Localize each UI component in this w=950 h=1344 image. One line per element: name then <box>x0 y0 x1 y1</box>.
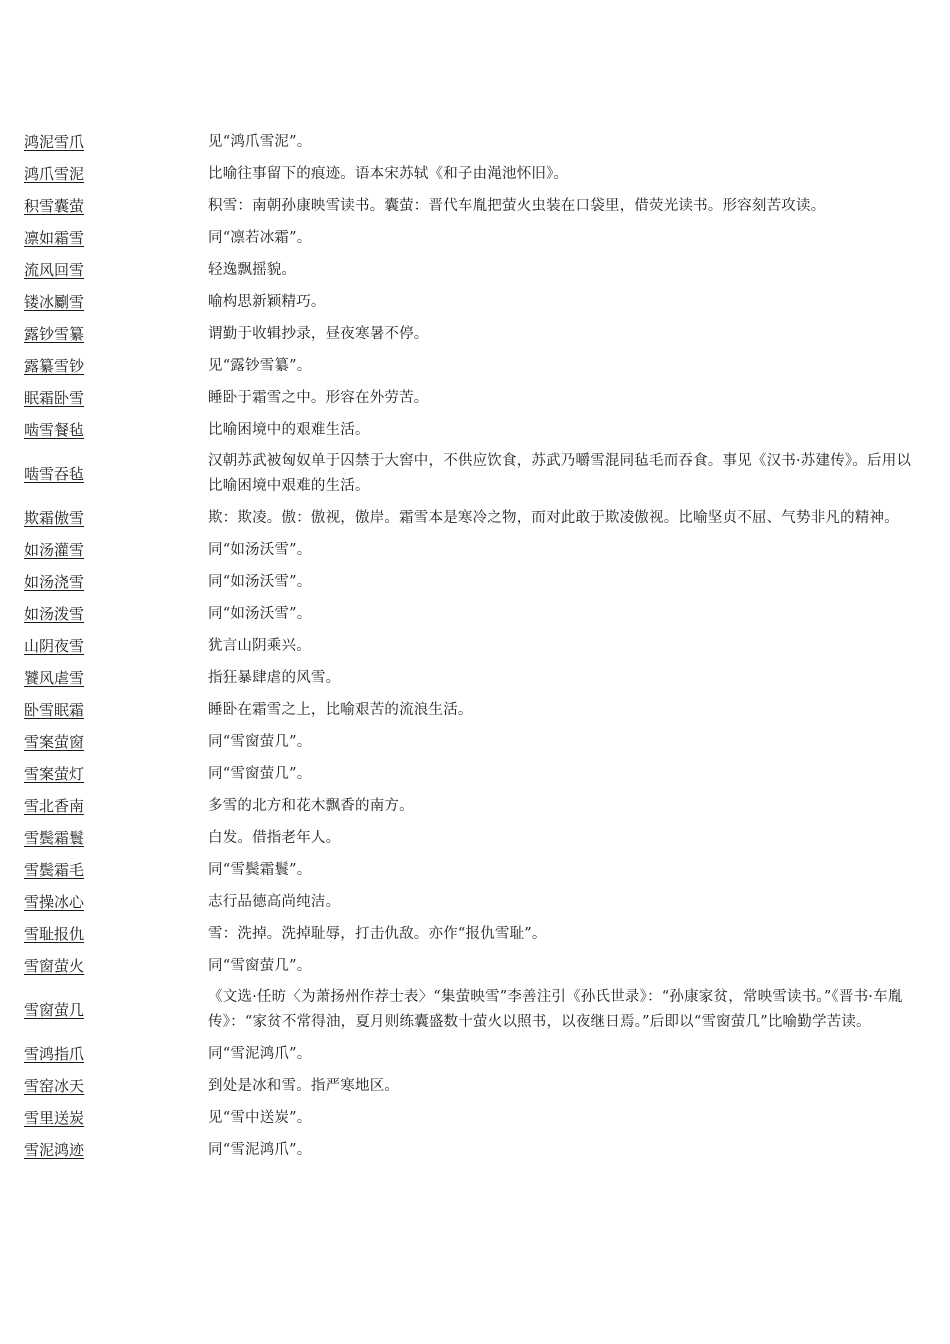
idiom-definition: 同“雪泥鸿爪”。 <box>208 1141 312 1158</box>
idiom-term-link[interactable]: 雪鬓霜鬟 <box>24 829 85 847</box>
idiom-term-link[interactable]: 流风回雪 <box>24 261 85 279</box>
idiom-term-link[interactable]: 露钞雪纂 <box>24 325 85 343</box>
idiom-definition: 睡卧在霜雪之上，比喻艰苦的流浪生活。 <box>208 701 473 718</box>
idiom-term-link[interactable]: 雪操冰心 <box>24 893 85 911</box>
idiom-term-link[interactable]: 雪窗萤几 <box>24 1001 85 1019</box>
idiom-term-link[interactable]: 鸿泥雪爪 <box>24 133 85 151</box>
idiom-entry <box>24 158 916 190</box>
idiom-term-link[interactable]: 雪鸿指爪 <box>24 1045 85 1063</box>
idiom-entry <box>24 790 916 822</box>
idiom-entry <box>24 822 916 854</box>
idiom-term-link[interactable]: 雪泥鸿迹 <box>24 1141 85 1159</box>
idiom-term-link[interactable]: 如汤浇雪 <box>24 573 85 591</box>
idiom-entry <box>24 758 916 790</box>
idiom-definition: 谓勤于收辑抄录，昼夜寒暑不停。 <box>208 325 429 342</box>
idiom-term-link[interactable]: 雪北香南 <box>24 797 85 815</box>
idiom-entry <box>24 318 916 350</box>
idiom-list <box>24 126 916 1166</box>
idiom-entry <box>24 1038 916 1070</box>
idiom-term-link[interactable]: 如汤泼雪 <box>24 605 85 623</box>
idiom-entry <box>24 598 916 630</box>
idiom-term-link[interactable]: 凛如霜雪 <box>24 229 85 247</box>
idiom-entry <box>24 190 916 222</box>
idiom-definition: 同“如汤沃雪”。 <box>208 541 312 558</box>
idiom-definition: 轻逸飘摇貌。 <box>208 261 297 278</box>
idiom-entry <box>24 254 916 286</box>
idiom-definition: 同“雪窗萤几”。 <box>208 765 312 782</box>
idiom-definition: 到处是冰和雪。指严寒地区。 <box>208 1077 400 1094</box>
idiom-term-link[interactable]: 雪耻报仇 <box>24 925 85 943</box>
idiom-term-link[interactable]: 鸿爪雪泥 <box>24 165 85 183</box>
idiom-definition: 见“雪中送炭”。 <box>208 1109 312 1126</box>
idiom-term-link[interactable]: 镂冰劚雪 <box>24 293 85 311</box>
idiom-definition: 志行品德高尚纯洁。 <box>208 893 341 910</box>
idiom-entry <box>24 222 916 254</box>
idiom-definition: 指狂暴肆虐的风雪。 <box>208 669 341 686</box>
idiom-term-link[interactable]: 饕风虐雪 <box>24 669 85 687</box>
idiom-definition: 比喻困境中的艰难生活。 <box>208 421 370 438</box>
idiom-entry <box>24 1134 916 1166</box>
idiom-definition: 犹言山阴乘兴。 <box>208 637 311 654</box>
idiom-definition: 比喻往事留下的痕迹。语本宋苏轼《和子由渑池怀旧》。 <box>208 165 569 182</box>
idiom-term-link[interactable]: 雪案萤窗 <box>24 733 85 751</box>
idiom-entry <box>24 982 916 1038</box>
idiom-definition: 白发。借指老年人。 <box>208 829 341 846</box>
idiom-term-link[interactable]: 山阴夜雪 <box>24 637 85 655</box>
idiom-term-link[interactable]: 如汤灌雪 <box>24 541 85 559</box>
idiom-entry <box>24 726 916 758</box>
idiom-term-link[interactable]: 眠霜卧雪 <box>24 389 85 407</box>
idiom-entry <box>24 694 916 726</box>
idiom-entry <box>24 382 916 414</box>
idiom-term-link[interactable]: 积雪囊萤 <box>24 197 85 215</box>
idiom-entry <box>24 886 916 918</box>
idiom-term-link[interactable]: 啮雪餐毡 <box>24 421 85 439</box>
idiom-definition: 同“雪泥鸿爪”。 <box>208 1045 312 1062</box>
idiom-entry <box>24 446 916 502</box>
idiom-term-link[interactable]: 雪窑冰天 <box>24 1077 85 1095</box>
idiom-definition: 见“露钞雪纂”。 <box>208 357 312 374</box>
idiom-term-link[interactable]: 雪窗萤火 <box>24 957 85 975</box>
idiom-entry <box>24 950 916 982</box>
idiom-entry <box>24 566 916 598</box>
idiom-entry <box>24 854 916 886</box>
idiom-definition: 喻构思新颖精巧。 <box>208 293 326 310</box>
idiom-term-link[interactable]: 欺霜傲雪 <box>24 509 85 527</box>
idiom-entry <box>24 286 916 318</box>
idiom-definition: 雪：洗掉。洗掉耻辱，打击仇敌。亦作“报仇雪耻”。 <box>208 925 547 942</box>
idiom-entry <box>24 502 916 534</box>
idiom-term-link[interactable]: 雪鬓霜毛 <box>24 861 85 879</box>
idiom-definition: 同“如汤沃雪”。 <box>208 573 312 590</box>
idiom-definition: 《文选·任昉〈为萧扬州作荐士表〉“集萤映雪”李善注引《孙氏世录》：“孙康家贫，常映雪读书。”《晋书·车胤传》：“家贫不常得油，夏月则练囊盛数十萤火以照书，以夜继日焉。”后即以“雪窗萤几”比喻勤学苦读。 <box>208 989 903 1030</box>
idiom-term-link[interactable]: 雪案萤灯 <box>24 765 85 783</box>
idiom-definition: 睡卧于霜雪之中。形容在外劳苦。 <box>208 389 429 406</box>
idiom-entry <box>24 126 916 158</box>
idiom-term-link[interactable]: 露纂雪钞 <box>24 357 85 375</box>
idiom-entry <box>24 414 916 446</box>
idiom-entry <box>24 630 916 662</box>
idiom-entry <box>24 534 916 566</box>
idiom-term-link[interactable]: 啮雪吞毡 <box>24 465 85 483</box>
idiom-definition: 积雪：南朝孙康映雪读书。囊萤：晋代车胤把萤火虫装在口袋里，借荧光读书。形容刻苦攻读。 <box>208 197 826 214</box>
idiom-definition: 同“雪鬓霜鬟”。 <box>208 861 312 878</box>
idiom-definition: 多雪的北方和花木飘香的南方。 <box>208 797 414 814</box>
idiom-entry <box>24 350 916 382</box>
idiom-definition: 同“如汤沃雪”。 <box>208 605 312 622</box>
idiom-entry <box>24 1070 916 1102</box>
idiom-entry <box>24 1102 916 1134</box>
idiom-definition: 欺：欺凌。傲：傲视，傲岸。霜雪本是寒冷之物，而对此敢于欺凌傲视。比喻坚贞不屈、气势非凡的精神。 <box>208 509 899 526</box>
idiom-definition: 见“鸿爪雪泥”。 <box>208 133 312 150</box>
idiom-term-link[interactable]: 卧雪眠霜 <box>24 701 85 719</box>
idiom-entry <box>24 918 916 950</box>
idiom-entry <box>24 662 916 694</box>
idiom-term-link[interactable]: 雪里送炭 <box>24 1109 85 1127</box>
idiom-definition: 同“雪窗萤几”。 <box>208 957 312 974</box>
idiom-definition: 汉朝苏武被匈奴单于囚禁于大窖中，不供应饮食，苏武乃嚼雪混同毡毛而吞食。事见《汉书·苏建传》。后用以比喻困境中艰难的生活。 <box>208 453 912 494</box>
idiom-definition: 同“凛若冰霜”。 <box>208 229 312 246</box>
idiom-definition: 同“雪窗萤几”。 <box>208 733 312 750</box>
